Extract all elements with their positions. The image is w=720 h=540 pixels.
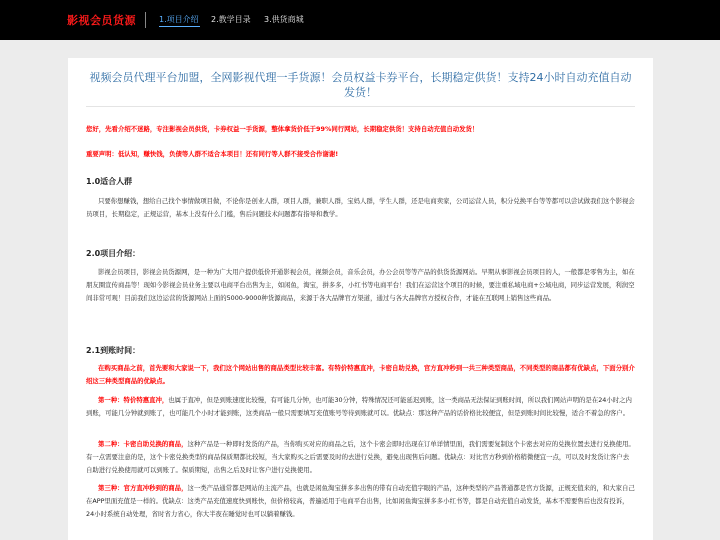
product-type-1-label: 第一种：特价特惠直冲， bbox=[98, 396, 169, 404]
section-heading-arrival-time: 2.1到账时间： bbox=[86, 346, 141, 355]
content-card bbox=[68, 58, 653, 540]
title-divider bbox=[86, 106, 635, 107]
nav-item-supply-mall[interactable]: 3.供货商城 bbox=[264, 15, 304, 24]
section-body-audience: 只要你想赚钱，想给自己找个事情做项目做，不论你是创业人群，项目人群，兼职人群，宝妈人群，学生人群，还是电商卖家，公司运营人员，积分兑换平台等等都可以尝试做我们这个影视会员项目，长期稳定，正规运营，基本上没有什么门槛，售后问题技术问题都有指导和教学。 bbox=[86, 197, 635, 218]
nav-item-project-intro[interactable]: 1.项目介绍 bbox=[159, 15, 199, 24]
nav-item-teaching-catalog[interactable]: 2.教学目录 bbox=[211, 15, 251, 24]
section-body-project-intro: 影视会员项目，影视会员货源网，是一种为广大用户提供低价开通影视会员，视频会员，音乐会员，办公会员等等产品的供货货源网站。早期从事影视会员项目的人，一般都是零售为主，如在朋友圈宣传商品等！现如今影视会员业务主要以电商平台出售为主，如闲鱼，淘宝，拼多多，小红书等电商平台！我们在运营这个项目的时候，要注重私域电商+公域电商，同步运营发展，利润空间非常可观！目前我们这边运营的货源网站上面的5000-9000种货源商品，来源于各大品牌官方渠道，通过与各大品牌官方授权合作，才能在互联网上销售这些商品。 bbox=[86, 268, 635, 302]
product-type-2 bbox=[86, 438, 635, 477]
product-type-2-body: 这种产品是一种即时发货的产品，当你购买对应的商品之后，这个卡密会即时出现在订单详情里面，我们需要复制这个卡密去对应的兑换位置去进行兑换使用。有一点需要注意的是，这个卡密兑换类型的商品保质期都比较短，当大家购买之后需要及时的去进行兑换，避免出现售后问题。优缺点：对比官方秒到价格稍微便宜一点，可以及时发货让客户去自助进行兑换使用就可以到账了。保质期短，出售之后及时让客户进行兑换使用。 bbox=[86, 440, 635, 474]
section-heading-project-intro: 2.0项目介绍： bbox=[86, 249, 141, 258]
active-nav-underline bbox=[159, 26, 200, 27]
top-navbar bbox=[0, 0, 720, 40]
notice-text: 重要声明：低认知，赚快钱，负债等人群不适合本项目！还有同行等人群不接受合作谢谢! bbox=[86, 150, 339, 158]
page-title: 视频会员代理平台加盟，全网影视代理一手货源！会员权益卡券平台，长期稳定供货！支持24小时自动充值自动发货！ bbox=[89, 71, 632, 99]
product-type-3 bbox=[86, 482, 635, 521]
product-type-3-body: 这一类产品通常都是网站的主流产品，也就是闲鱼淘宝拼多多出售的带有自动充值字眼的产品，这种类型的产品普通都是官方货源，正规充值来的，和大家自己在APP里面充值是一样的。优缺点：这类产品充值速度快到账快，但价格较高，普遍适用于电商平台出售，比如闲鱼淘宝拼多多小红书等，都是自动充值自动发货，基本不需要售后也没有投诉，24小时系统自动处理，省时省力省心，你大半夜在睡觉时也可以躺着赚钱。 bbox=[86, 484, 635, 518]
intro-text: 您好，先看介绍不迷路，专注影视会员供货，卡券权益一手货源，整体拿货价低于99%同行网站，长期稳定供货！支持自动充值自动发货！ bbox=[86, 125, 479, 133]
product-type-3-label: 第三种：官方直冲秒到的商品， bbox=[98, 484, 188, 492]
site-logo[interactable]: 影视会员货源 bbox=[67, 14, 136, 27]
product-type-1 bbox=[86, 394, 635, 420]
section-heading-audience: 1.0适合人群 bbox=[86, 177, 133, 186]
product-type-2-label: 第二种：卡密自助兑换的商品， bbox=[98, 440, 188, 448]
nav-divider bbox=[145, 12, 146, 28]
arrival-time-overview: 在购买商品之前，首先要和大家说一下，我们这个网站出售的商品类型比较丰富。有特价特惠直冲，卡密自助兑换，官方直冲秒到一共三种类型商品，不同类型的商品都有优缺点，下面分别介绍这三种类型商品的优缺点。 bbox=[86, 364, 635, 385]
product-type-1-body: 也属于直冲，但是到账速度比较慢，有可能几分钟，也可能30分钟，特殊情况还可能延迟到账，这一类商品无法保证到账时间，所以我们网站声明的是在24小时之内到账，可能几分钟就到账了，也可能几个小时才能到账，这类商品一般只需要填写充值账号等待到账就可以。优缺点：那这种产品的话价格比较便宜，但是到账时间比较慢，适合不着急的客户。 bbox=[86, 396, 632, 417]
